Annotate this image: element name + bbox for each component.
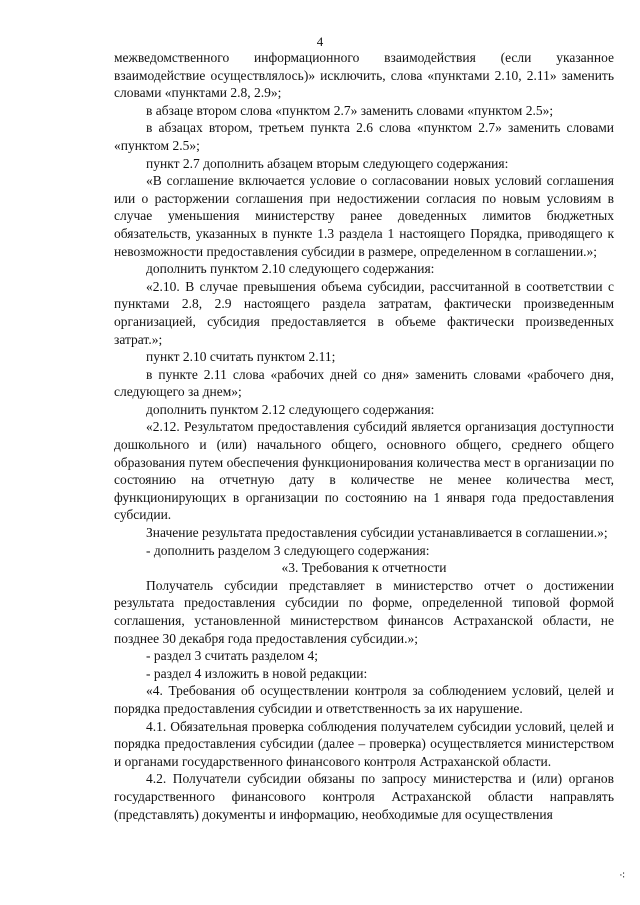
paragraph: пункт 2.7 дополнить абзацем вторым следующего содержания: xyxy=(146,155,509,171)
section-heading: «3. Требования к отчетности xyxy=(281,560,447,576)
paragraph: дополнить пунктом 2.12 следующего содержания: xyxy=(146,401,435,417)
corner-mark: ⁖ xyxy=(619,870,626,882)
paragraph: в абзаце втором слова «пунктом 2.7» заменить словами «пунктом 2.5»; xyxy=(146,102,554,118)
paragraph: - раздел 4 изложить в новой редакции: xyxy=(146,665,368,681)
paragraph: «2.12. Результатом предоставления субсидий является организация доступности дошкольного и (или) начального общего, основного общего, среднего общего образования путем обеспечения функционирования количества мест в организации по состоянию на отчетную дату в количестве не менее количества мест, функционирующих в организации по состоянию на 1 января года предоставления субсидии. xyxy=(114,419,614,523)
paragraph: 4.1. Обязательная проверка соблюдения получателем субсидии условий, целей и порядка предоставления субсидии (далее – проверка) осуществляется министерством и органами государственного финансового контроля Астраханской области. xyxy=(114,718,614,769)
paragraph: Получатель субсидии представляет в министерство отчет о достижении результата предоставления субсидии по форме, определенной типовой формой соглашения, установленной министерством финансов Астраханской области, не позднее 30 декабря года предоставления субсидии.»; xyxy=(114,577,614,646)
paragraph: пункт 2.10 считать пунктом 2.11; xyxy=(146,349,336,365)
paragraph: «4. Требования об осуществлении контроля за соблюдением условий, целей и порядка предоставления субсидии и ответственность за их нарушение. xyxy=(114,683,614,716)
paragraph: в пункте 2.11 слова «рабочих дней со дня» заменить словами «рабочего дня, следующего за днем»; xyxy=(114,366,614,400)
paragraph: дополнить пунктом 2.10 следующего содержания: xyxy=(146,261,435,277)
paragraph: 4.2. Получатели субсидии обязаны по запросу министерства и (или) органов государственного финансового контроля Астраханской области направлять (представлять) документы и информацию, необходимые для осуществления xyxy=(114,771,614,822)
paragraph: - дополнить разделом 3 следующего содержания: xyxy=(146,542,430,558)
paragraph: в абзацах втором, третьем пункта 2.6 слова «пунктом 2.7» заменить словами «пунктом 2.5»; xyxy=(114,120,614,153)
document-body xyxy=(114,49,614,823)
paragraph: «2.10. В случае превышения объема субсидии, рассчитанной в соответствии с пунктами 2.8, 2.9 настоящего раздела затратам, фактически произведенным организацией, субсидия предоставляется в объеме фактически произведенных затрат.»; xyxy=(114,278,614,347)
paragraph: - раздел 3 считать разделом 4; xyxy=(146,648,319,664)
page-number: 4 xyxy=(316,34,324,49)
paragraph: межведомственного информационного взаимодействия (если указанное взаимодействие осуществлялось)» исключить, слова «пунктами 2.10, 2.11» заменить словами «пунктами 2.8, 2.9»; xyxy=(114,50,614,101)
paragraph: «В соглашение включается условие о согласовании новых условий соглашения или о расторжении соглашения при недостижении согласия по новым условиям в случае уменьшения министерству ранее доведенных лимитов бюджетных обязательств, указанных в пункте 1.3 раздела 1 настоящего Порядка, приводящего к невозможности предоставления субсидии в размере, определенном в соглашении.»; xyxy=(114,173,614,259)
paragraph: Значение результата предоставления субсидии устанавливается в соглашении.»; xyxy=(146,525,608,541)
